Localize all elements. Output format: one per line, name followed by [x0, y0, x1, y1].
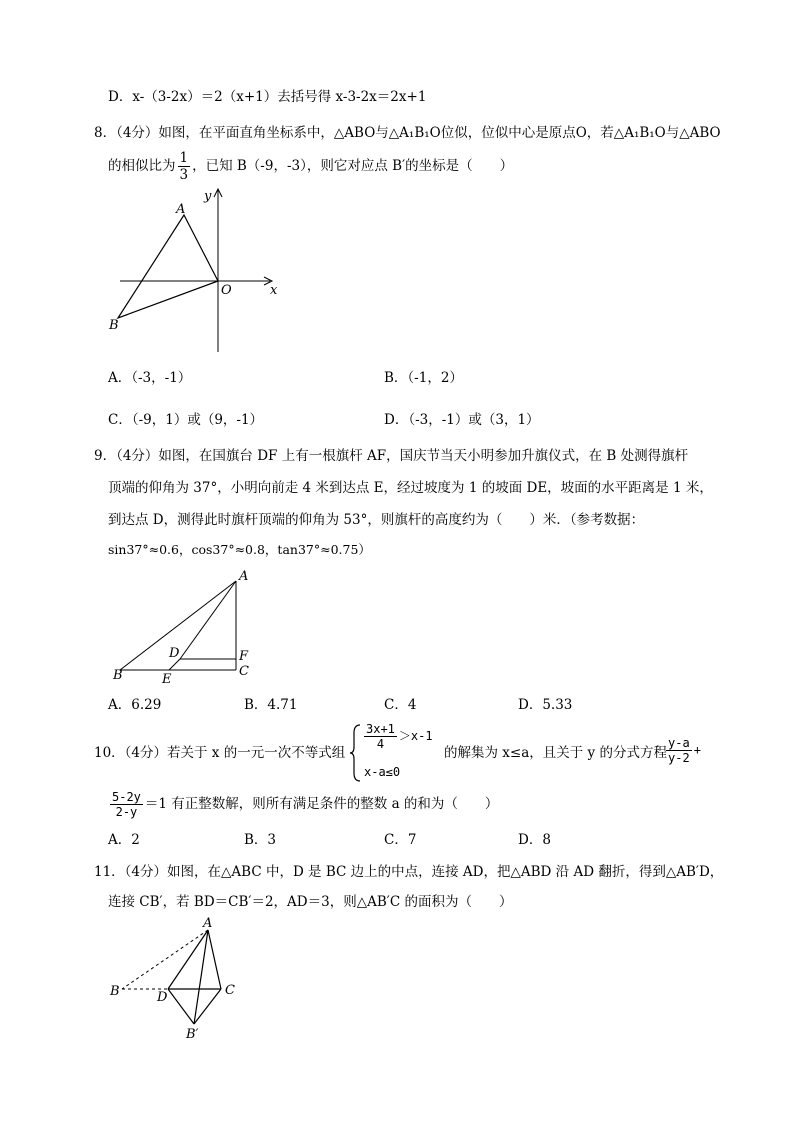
q8-stem-rest: ，已知 B（-9，-3），则它对应点 B′的坐标是（ ） [192, 158, 514, 174]
q10-stem-mid: 的解集为 x≤a，且关于 y 的分式方程 [444, 745, 667, 761]
q10-option-b[interactable]: B．3 [244, 832, 277, 848]
q9-stem-line2: 顶端的仰角为 37°，小明向前走 4 米到达点 E，经过坡度为 1 的坡面 DE，坡面的水平距离是 1 米， [108, 480, 713, 496]
q11-figure [100, 915, 260, 1045]
q9-option-a[interactable]: A．6.29 [108, 697, 162, 713]
q10-inequality-1: $\frac{3x+1}{4}$ ＞x-1 [366, 722, 433, 751]
q9-option-c[interactable]: C．4 [384, 697, 417, 713]
q10-stem-end: ＝1 有正整数解，则所有满足条件的整数 a 的和为（ ） [144, 796, 499, 812]
q9-figure [105, 565, 275, 685]
q9-label-F: F [239, 649, 249, 664]
q8-label-y: y [204, 189, 212, 204]
q10-option-a[interactable]: A．2 [108, 832, 140, 848]
q9-stem-line4: sin37°≈0.6，cos37°≈0.8，tan37°≈0.75） [108, 542, 371, 557]
q10-inequality-2: x-a≤0 [364, 765, 401, 779]
q8-option-c[interactable]: C．（-9，1）或（9，-1） [108, 412, 264, 428]
q10-stem-start: 10．（4分）若关于 x 的一元一次不等式组 [94, 745, 346, 761]
q8-label-x: x [270, 283, 278, 298]
q10-option-c[interactable]: C．7 [384, 832, 417, 848]
q10-equation-fraction-2: $\frac{5-2y}{2-y}$ [112, 790, 141, 819]
q9-stem-line3: 到达点 D，测得此时旗杆顶端的仰角为 53°，则旗杆的高度约为（ ）米．（参考数据： [108, 512, 645, 528]
q9-option-b[interactable]: B．4.71 [244, 697, 298, 713]
q8-figure [100, 180, 300, 360]
q9-option-d[interactable]: D．5.33 [518, 697, 573, 713]
q9-label-B: B [113, 668, 123, 683]
q8-option-d[interactable]: D．（-3，-1）或（3，1） [384, 412, 540, 428]
q9-label-D: D [169, 646, 180, 661]
q11-stem-line2: 连接 CB′，若 BD＝CB′＝2，AD＝3，则△AB′C 的面积为（ ） [108, 894, 513, 910]
q8-ratio-label: 的相似比为 [108, 158, 176, 174]
q8-option-a[interactable]: A．（-3，-1） [108, 370, 192, 386]
q8-stem-line2 [108, 150, 513, 183]
q9-label-A: A [239, 569, 249, 584]
q11-label-C: C [225, 983, 235, 998]
q10-option-d[interactable]: D．8 [518, 832, 551, 848]
q11-label-D: D [157, 990, 168, 1005]
q8-stem-line1: 8．（4分）如图，在平面直角坐标系中，△ABO与△A₁B₁O位似，位似中心是原点O，若△A₁B₁O与△ABO [94, 125, 721, 141]
q7-option-d: D．x-（3-2x）＝2（x+1）去括号得 x-3-2x＝2x+1 [108, 89, 427, 105]
q9-label-E: E [162, 672, 172, 685]
q11-label-A: A [203, 916, 213, 931]
q11-label-B-prime: B′ [186, 1027, 199, 1042]
q9-stem-line1: 9．（4分）如图，在国旗台 DF 上有一根旗杆 AF，国庆节当天小明参加升旗仪式，在 B 处测得旗杆 [94, 448, 689, 464]
q10-stem-line2 [108, 790, 498, 819]
q10-equation-fraction: $\frac{y-a}{y-2}$ + [668, 736, 701, 765]
q8-option-b[interactable]: B．（-1，2） [384, 370, 463, 386]
q11-label-B: B [110, 984, 120, 999]
q8-label-O: O [221, 283, 232, 298]
q8-label-B: B [109, 318, 119, 333]
q8-ratio-fraction: $\frac{1}{3}$ [179, 150, 189, 183]
q11-stem-line1: 11．（4分）如图，在△ABC 中，D 是 BC 边上的中点，连接 AD，把△ABD 沿 AD 翻折，得到△AB′D， [94, 864, 724, 880]
q10-system-brace [350, 723, 362, 783]
q9-label-C: C [239, 664, 249, 679]
q8-label-A: A [176, 202, 186, 217]
